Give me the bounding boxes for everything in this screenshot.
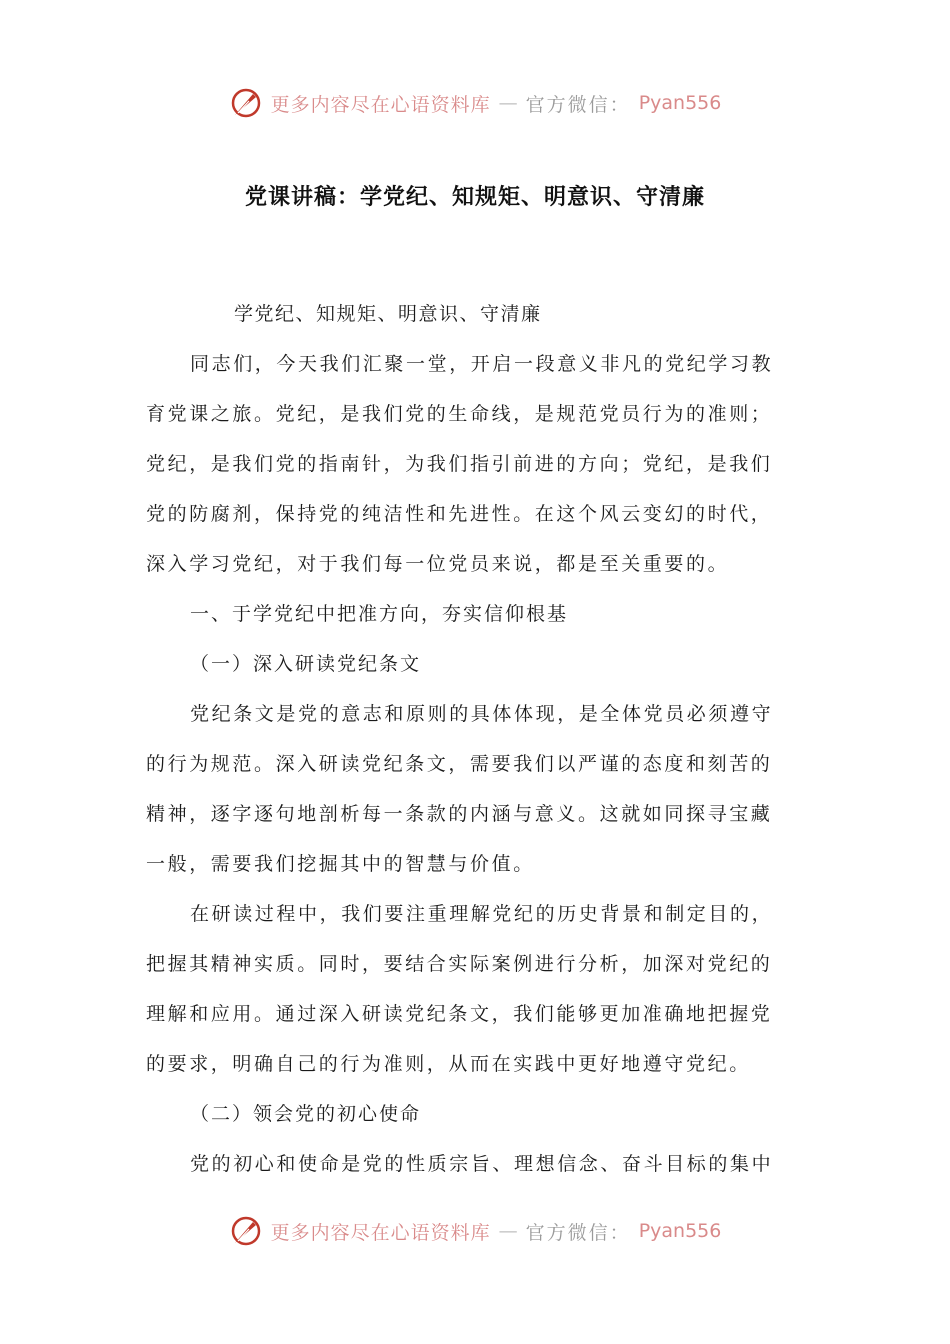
- document-subtitle: 学党纪、知规矩、明意识、守清廉: [234, 303, 542, 325]
- body-text-line: 精神，逐字逐句地剖析每一条款的内涵与意义。这就如同探寻宝藏: [146, 803, 773, 825]
- body-text-line: 党的初心和使命是党的性质宗旨、理想信念、奋斗目标的集中: [190, 1153, 774, 1175]
- document-body: [146, 289, 806, 1189]
- banner-wechat-id: Pyan556: [638, 92, 722, 114]
- banner-wechat-id: Pyan556: [638, 1220, 722, 1242]
- subsection-heading: （二）领会党的初心使命: [190, 1103, 422, 1125]
- subsection-heading: （一）深入研读党纪条文: [190, 653, 422, 675]
- banner-separator: —: [498, 1220, 518, 1242]
- body-text-line: 的要求，明确自己的行为准则，从而在实践中更好地遵守党纪。: [146, 1053, 751, 1075]
- body-text-line: 一般，需要我们挖掘其中的智慧与价值。: [146, 853, 535, 875]
- body-text-line: 育党课之旅。党纪，是我们党的生命线，是规范党员行为的准则；: [146, 403, 773, 425]
- section-heading: 一、于学党纪中把准方向，夯实信仰根基: [190, 603, 569, 625]
- body-text-line: 的行为规范。深入研读党纪条文，需要我们以严谨的态度和刻苦的: [146, 753, 773, 775]
- body-text-line: 深入学习党纪，对于我们每一位党员来说，都是至关重要的。: [146, 553, 730, 575]
- banner-brand: 更多内容尽在心语资料库: [270, 93, 491, 116]
- body-text-line: 理解和应用。通过深入研读党纪条文，我们能够更加准确地把握党: [146, 1003, 773, 1025]
- banner-official-label: 官方微信：: [525, 93, 631, 116]
- body-text-line: 在研读过程中，我们要注重理解党纪的历史背景和制定目的，: [190, 903, 774, 925]
- banner-official-label: 官方微信：: [525, 1221, 631, 1244]
- footer-watermark: [0, 1211, 950, 1251]
- quill-logo-icon: [229, 1214, 263, 1248]
- header-watermark: [0, 83, 950, 123]
- quill-logo-icon: [229, 86, 263, 120]
- body-text-line: 同志们，今天我们汇聚一堂，开启一段意义非凡的党纪学习教: [190, 353, 774, 375]
- banner-separator: —: [498, 92, 518, 114]
- body-text-line: 党纪条文是党的意志和原则的具体体现，是全体党员必须遵守: [190, 703, 774, 725]
- document-title: 党课讲稿：学党纪、知规矩、明意识、守清廉: [244, 185, 705, 210]
- body-text-line: 党的防腐剂，保持党的纯洁性和先进性。在这个风云变幻的时代，: [146, 503, 773, 525]
- body-text-line: 把握其精神实质。同时，要结合实际案例进行分析，加深对党纪的: [146, 953, 773, 975]
- body-text-line: 党纪，是我们党的指南针，为我们指引前进的方向；党纪，是我们: [146, 453, 773, 475]
- banner-brand: 更多内容尽在心语资料库: [270, 1221, 491, 1244]
